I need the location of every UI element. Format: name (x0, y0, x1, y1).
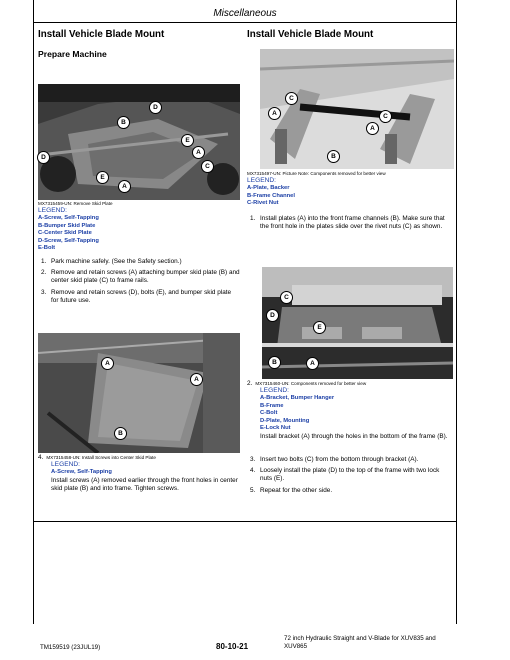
left-column (38, 31, 240, 59)
callout-c-right: C (379, 110, 392, 123)
callout-a-left: A (118, 180, 131, 193)
fig2-legend-head: LEGEND: (260, 387, 289, 394)
footer-doc-id: TM159519 (23JUL19) (40, 644, 101, 651)
page-header (33, 0, 457, 23)
legend-item: B-Frame (260, 402, 284, 409)
fig1-legend-head: LEGEND: (247, 177, 276, 184)
legend-item: D-Plate, Mounting (260, 417, 310, 424)
callout-e: E (313, 321, 326, 334)
step-item (38, 269, 240, 285)
callout-e-left: E (96, 171, 109, 184)
legend-item: B-Bumper Skid Plate (38, 222, 96, 229)
right-fig1-caption-block (247, 171, 451, 208)
section-title: Miscellaneous (213, 8, 277, 19)
legend-item: C-Rivet Nut (247, 200, 279, 207)
step-text: Install plates (A) into the front frame channels (B). Make sure that the front hole in the plates slide over the rivet nuts (C) as shown. (260, 215, 445, 231)
footer-manual-title: 72 inch Hydraulic Straight and V-Blade for XUV835 and XUV865 (284, 635, 436, 650)
footer-page-number: 80-10-21 (216, 642, 249, 651)
callout-a-right: A (190, 373, 203, 386)
left-subtitle: Prepare Machine (38, 49, 107, 60)
content-bottom-rule (33, 521, 457, 522)
fig2-instruction: Install screws (A) removed earlier through the front holes in center skid plate (B) and into frame. Tighten screws. (51, 476, 238, 492)
legend-item: C-Center Skid Plate (38, 230, 92, 237)
right-step-1 (247, 215, 451, 234)
right-column (247, 31, 451, 39)
fig1-caption: MX7315497-UN: Picture Note: Components removed for better view (247, 171, 386, 176)
callout-c: C (280, 291, 293, 304)
fig2-caption: MX7315458-UN: Install Screws into Center Skid Plate (46, 455, 156, 460)
step-num: 4. (38, 454, 44, 461)
step-text: Park machine safely. (See the Safety section.) (51, 258, 182, 265)
legend-item: A-Plate, Backer (247, 185, 290, 192)
legend-item: B-Frame Channel (247, 192, 295, 199)
callout-d: D (266, 309, 279, 322)
right-title: Install Vehicle Blade Mount (247, 29, 374, 40)
left-fig1-caption-block (38, 201, 240, 253)
callout-b: B (117, 116, 130, 129)
step-item (38, 258, 240, 266)
legend-item: A-Screw, Self-Tapping (38, 215, 99, 222)
fig2-legend-head: LEGEND: (51, 461, 80, 468)
legend-item: E-Bolt (38, 245, 56, 252)
left-title: Install Vehicle Blade Mount (38, 29, 165, 40)
callout-a-left: A (101, 357, 114, 370)
step-num: 4. (250, 467, 256, 475)
right-fig2-block (247, 381, 451, 441)
step-num: 1. (250, 215, 256, 222)
legend-item: D-Screw, Self-Tapping (38, 237, 99, 244)
legend-item: A-Bracket, Bumper Hanger (260, 395, 335, 402)
step-num: 3. (250, 456, 256, 463)
fig1-caption: MX7315459-UN: Remove Skid Plate (38, 201, 113, 206)
left-fig2-block (38, 455, 240, 493)
callout-b: B (114, 427, 127, 440)
step-num: 2. (247, 380, 253, 387)
fig1-legend-head: LEGEND: (38, 207, 67, 214)
callout-d-top: D (149, 101, 162, 114)
left-steps (38, 258, 240, 308)
callout-c: C (201, 160, 214, 173)
step-num: 2. (41, 269, 47, 277)
photo-install-screws (38, 333, 240, 453)
step-text: Loosely install the plate (D) to the top of the frame with two lock nuts (E). (260, 467, 440, 483)
step-num: 5. (250, 486, 256, 494)
step-text: Remove and retain screws (A) attaching bumper skid plate (B) and center skid plate (C) to frame rails. (51, 269, 240, 285)
legend-item: C-Bolt (260, 410, 278, 417)
step-num: 1. (41, 258, 47, 265)
step-item (247, 215, 451, 231)
step-item (247, 467, 451, 483)
callout-c-left: C (285, 92, 298, 105)
step-text: Repeat for the other side. (260, 486, 333, 494)
callout-a-left: A (268, 107, 281, 120)
callout-a-right: A (192, 146, 205, 159)
step-item (247, 487, 451, 495)
step-text: Remove and retain screws (D), bolts (E), and bumper skid plate for future use. (51, 288, 232, 304)
right-steps (247, 456, 451, 498)
fig2-instruction: Install bracket (A) through the holes in the bottom of the frame (B). (260, 432, 448, 440)
step-num: 3. (41, 288, 47, 296)
step-item (38, 289, 240, 305)
photo-remove-skid-plate (38, 84, 240, 200)
legend-item: A-Screw, Self-Tapping (51, 469, 112, 476)
callout-b: B (268, 356, 281, 369)
photo-bumper-hanger (262, 267, 453, 379)
legend-item: E-Lock Nut (260, 425, 291, 432)
callout-a: A (306, 357, 319, 370)
callout-e-right: E (181, 134, 194, 147)
step-text: Insert two bolts (C) from the bottom through bracket (A). (260, 456, 419, 463)
callout-b: B (327, 150, 340, 163)
fig2-caption: MX7315460-UN: Components removed for better view (255, 381, 367, 386)
step-item (247, 456, 451, 464)
callout-a-right: A (366, 122, 379, 135)
callout-d-left: D (37, 151, 50, 164)
photo-backer-plates (260, 49, 454, 169)
